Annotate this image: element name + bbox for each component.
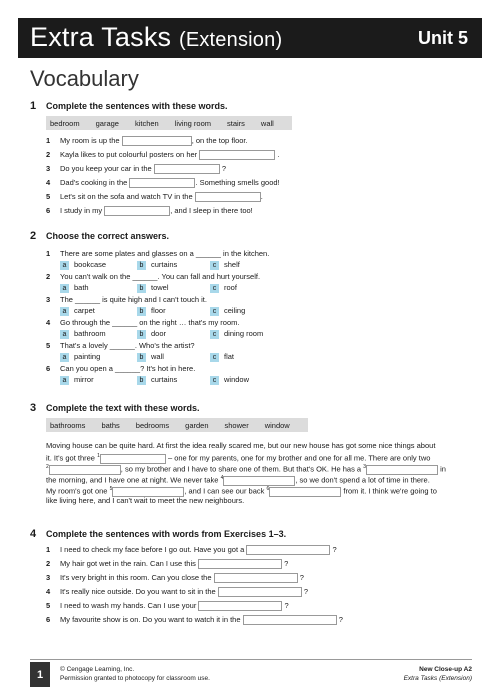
option-c[interactable]: c flat — [210, 352, 234, 362]
exercise-4-item: 4 It's really nice outside. Do you want to sit in the ? — [46, 587, 309, 596]
answer-blank[interactable] — [214, 573, 298, 583]
exercise-1-item: 4 Dad's cooking in the . Something smells good! — [46, 178, 280, 187]
unit-label: Unit 5 — [417, 28, 468, 48]
answer-blank[interactable] — [154, 164, 220, 174]
exercise-4-item: 5 I need to wash my hands. Can I use your ? — [46, 601, 289, 610]
option-b[interactable]: b wall — [137, 352, 164, 362]
exercise-1-item: 3 Do you keep your car in the ? — [46, 164, 227, 173]
answer-blank[interactable] — [198, 601, 282, 611]
exercise-1-item: 5 Let's sit on the sofa and watch TV in the . — [46, 192, 263, 201]
answer-blank[interactable] — [269, 487, 341, 497]
exercise-3-wordbox: bathrooms baths bedrooms garden shower window — [46, 418, 308, 432]
exercise-4-item: 6 My favourite show is on. Do you want to watch it in the ? — [46, 615, 343, 624]
option-a[interactable]: a mirror — [60, 375, 94, 385]
footer-book-info: New Close-up A2 Extra Tasks (Extension) — [403, 666, 472, 682]
option-b[interactable]: b towel — [137, 283, 169, 293]
answer-blank[interactable] — [129, 178, 195, 188]
answer-blank[interactable] — [243, 615, 337, 625]
option-c[interactable]: c shelf — [210, 260, 240, 270]
answer-blank[interactable] — [195, 192, 261, 202]
exercise-4-item: 3 It's very bright in this room. Can you close the ? — [46, 573, 304, 582]
footer-divider — [30, 659, 472, 660]
option-c[interactable]: c window — [210, 375, 249, 385]
page-header — [18, 18, 482, 58]
option-b[interactable]: b door — [137, 329, 166, 339]
exercise-1-item: 1 My room is up the , on the top floor. — [46, 136, 248, 145]
answer-blank[interactable] — [122, 136, 192, 146]
answer-blank[interactable] — [218, 587, 302, 597]
exercise-2-question: 4 Go through the ______ on the right … that's my room. — [46, 318, 240, 327]
option-a[interactable]: a bathroom — [60, 329, 106, 339]
exercise-1-wordbox: bedroom garage kitchen living room stairs wall — [46, 116, 292, 130]
answer-blank[interactable] — [199, 150, 275, 160]
exercise-2-question: 2 You can't walk on the ______. You can fall and hurt yourself. — [46, 272, 261, 281]
exercise-2-question: 1 There are some plates and glasses on a ______ in the kitchen. — [46, 249, 270, 258]
exercise-2-heading: 2 Choose the correct answers. — [30, 230, 170, 242]
answer-blank[interactable] — [246, 545, 330, 555]
exercise-1-item: 6 I study in my , and I sleep in there too! — [46, 206, 253, 215]
exercise-2-question: 5 That's a lovely ______. Who's the artist? — [46, 341, 195, 350]
footer-copyright: © Cengage Learning, Inc. Permission granted to photocopy for classroom use. — [60, 666, 210, 682]
section-title: Vocabulary — [30, 66, 139, 91]
option-b[interactable]: b curtains — [137, 260, 177, 270]
exercise-2-question: 6 Can you open a ______? It's hot in here. — [46, 364, 196, 373]
page-number: 1 — [30, 662, 50, 687]
exercise-4-item: 1 I need to check my face before I go out. Have you got a ? — [46, 545, 337, 554]
exercise-1-heading: 1 Complete the sentences with these words. — [30, 100, 228, 112]
option-a[interactable]: a carpet — [60, 306, 95, 316]
exercise-4-heading: 4 Complete the sentences with words from Exercises 1–3. — [30, 528, 287, 540]
exercise-3-heading: 3 Complete the text with these words. — [30, 402, 200, 414]
option-c[interactable]: c ceiling — [210, 306, 245, 316]
option-a[interactable]: a painting — [60, 352, 100, 362]
option-a[interactable]: a bookcase — [60, 260, 106, 270]
answer-blank[interactable] — [198, 559, 282, 569]
option-a[interactable]: a bath — [60, 283, 89, 293]
page-title: Extra Tasks (Extension) — [30, 22, 283, 52]
option-c[interactable]: c roof — [210, 283, 237, 293]
exercise-4-item: 2 My hair got wet in the rain. Can I use this ? — [46, 559, 289, 568]
option-b[interactable]: b curtains — [137, 375, 177, 385]
exercise-3-text: Moving house can be quite hard. At first the idea really scared me, but our new house has got some nice things about it. It's got three $^1$ – one for my parents, one for my brother and one for all me. There are only two $^2$ , so my brother and I have to share one of them. But that's OK. He has a $^3$ in the morning, and I have one at night. We never take $^4$ , so we don't spend a lot of time in there. My room's got one $^5$ , and I can see our back $^6$ from it. I think we're going to like living here, and I can't wait to meet the new neighbours. — [46, 441, 446, 505]
option-c[interactable]: c dining room — [210, 329, 263, 339]
option-b[interactable]: b floor — [137, 306, 166, 316]
answer-blank[interactable] — [104, 206, 170, 216]
exercise-2-question: 3 The ______ is quite high and I can't touch it. — [46, 295, 207, 304]
exercise-1-item: 2 Kayla likes to put colourful posters on her . — [46, 150, 280, 159]
